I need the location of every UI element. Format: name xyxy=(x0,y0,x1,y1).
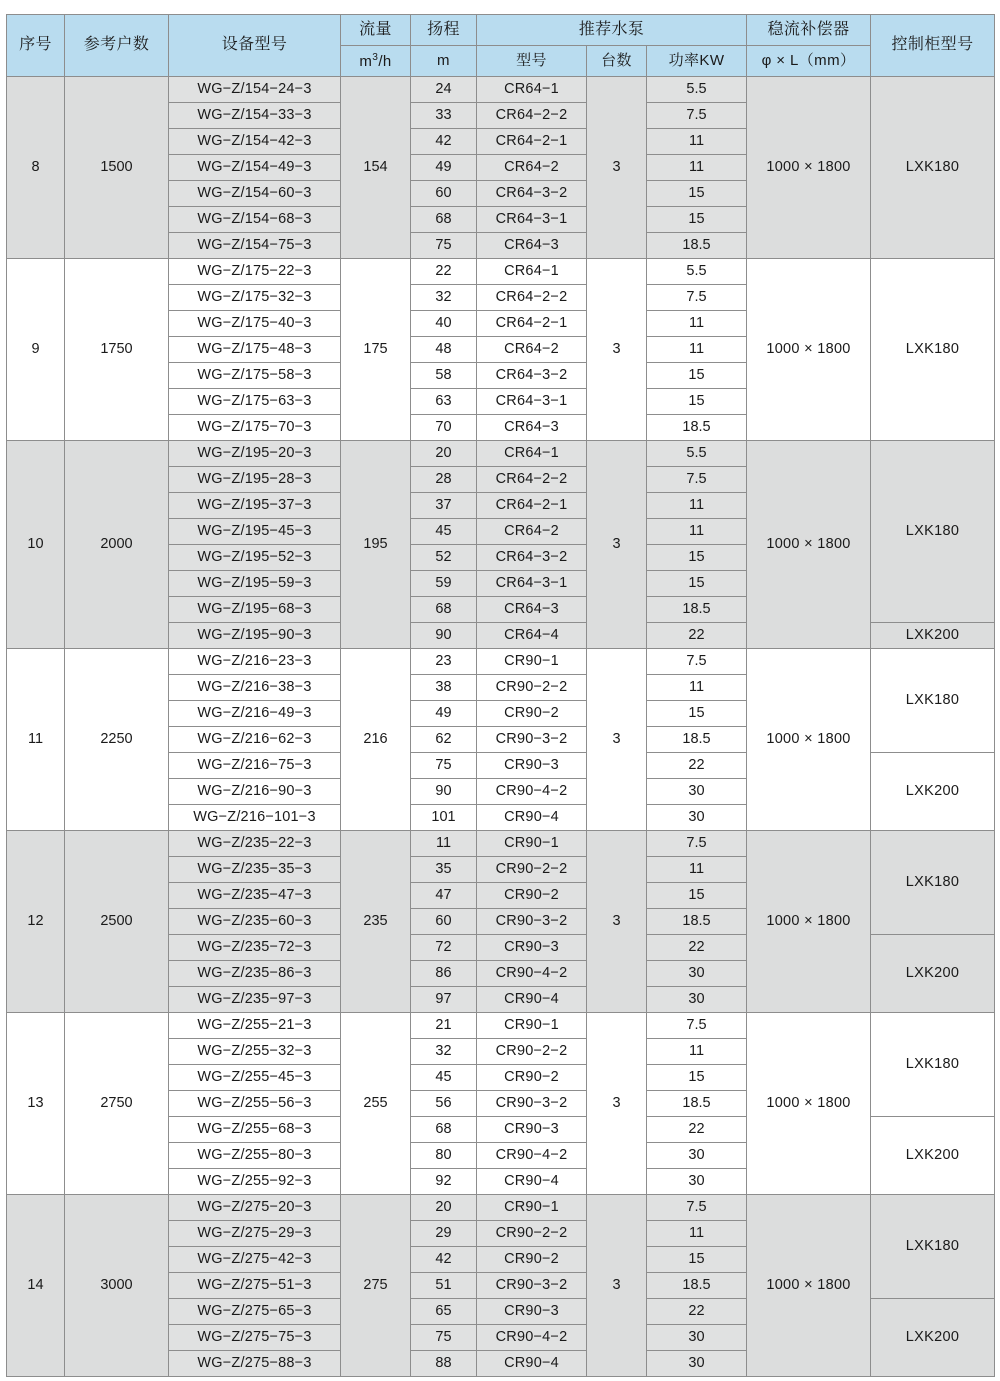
cell-head: 20 xyxy=(411,1195,477,1221)
cell-head: 52 xyxy=(411,545,477,571)
cell-head: 97 xyxy=(411,987,477,1013)
cell-equipment-model: WG−Z/255−68−3 xyxy=(169,1117,341,1143)
cell-pump-model: CR64−2−2 xyxy=(477,285,587,311)
cell-head: 29 xyxy=(411,1221,477,1247)
cell-pump-model: CR90−2 xyxy=(477,1065,587,1091)
cell-pump-model: CR90−3−2 xyxy=(477,1273,587,1299)
cell-pump-power: 18.5 xyxy=(647,909,747,935)
cell-equipment-model: WG−Z/235−35−3 xyxy=(169,857,341,883)
cell-no: 12 xyxy=(7,831,65,1013)
cell-equipment-model: WG−Z/195−90−3 xyxy=(169,623,341,649)
cell-pump-power: 11 xyxy=(647,311,747,337)
cell-head: 92 xyxy=(411,1169,477,1195)
cell-cabinet-model: LXK200 xyxy=(871,935,995,1013)
cell-head: 88 xyxy=(411,1351,477,1377)
cell-pump-power: 7.5 xyxy=(647,103,747,129)
cell-no: 14 xyxy=(7,1195,65,1377)
cell-no: 8 xyxy=(7,77,65,259)
cell-pump-power: 15 xyxy=(647,883,747,909)
cell-equipment-model: WG−Z/195−45−3 xyxy=(169,519,341,545)
cell-pump-power: 15 xyxy=(647,571,747,597)
table-row xyxy=(7,831,995,857)
cell-pump-model: CR64−3−2 xyxy=(477,545,587,571)
cell-head: 28 xyxy=(411,467,477,493)
cell-head: 63 xyxy=(411,389,477,415)
cell-equipment-model: WG−Z/154−60−3 xyxy=(169,181,341,207)
cell-flow: 154 xyxy=(341,77,411,259)
cell-pump-power: 11 xyxy=(647,493,747,519)
cell-flow: 216 xyxy=(341,649,411,831)
cell-pump-power: 18.5 xyxy=(647,597,747,623)
cell-pump-model: CR90−4 xyxy=(477,805,587,831)
cell-pump-power: 30 xyxy=(647,1325,747,1351)
cell-pump-power: 7.5 xyxy=(647,467,747,493)
cell-pump-qty: 3 xyxy=(587,441,647,649)
cell-pump-power: 18.5 xyxy=(647,727,747,753)
cell-pump-power: 15 xyxy=(647,207,747,233)
cell-equipment-model: WG−Z/275−75−3 xyxy=(169,1325,341,1351)
cell-pump-power: 11 xyxy=(647,1221,747,1247)
cell-pump-power: 11 xyxy=(647,129,747,155)
cell-compensator: 1000 × 1800 xyxy=(747,441,871,649)
cell-pump-model: CR64−3−1 xyxy=(477,571,587,597)
cell-equipment-model: WG−Z/275−29−3 xyxy=(169,1221,341,1247)
cell-pump-qty: 3 xyxy=(587,77,647,259)
header-row-primary xyxy=(7,15,995,46)
cell-pump-model: CR64−2−1 xyxy=(477,311,587,337)
cell-equipment-model: WG−Z/175−70−3 xyxy=(169,415,341,441)
cell-pump-power: 11 xyxy=(647,337,747,363)
cell-pump-model: CR64−1 xyxy=(477,259,587,285)
cell-cabinet-model: LXK200 xyxy=(871,1117,995,1195)
cell-head: 86 xyxy=(411,961,477,987)
cell-equipment-model: WG−Z/195−20−3 xyxy=(169,441,341,467)
cell-cabinet-model: LXK180 xyxy=(871,441,995,623)
cell-head: 23 xyxy=(411,649,477,675)
cell-equipment-model: WG−Z/255−56−3 xyxy=(169,1091,341,1117)
cell-head: 70 xyxy=(411,415,477,441)
table-row xyxy=(7,77,995,103)
cell-head: 38 xyxy=(411,675,477,701)
cell-households: 2750 xyxy=(65,1013,169,1195)
cell-flow: 195 xyxy=(341,441,411,649)
cell-pump-model: CR90−3 xyxy=(477,1117,587,1143)
cell-cabinet-model: LXK200 xyxy=(871,1299,995,1377)
cell-pump-model: CR90−2−2 xyxy=(477,857,587,883)
cell-pump-model: CR90−3−2 xyxy=(477,727,587,753)
cell-pump-power: 15 xyxy=(647,389,747,415)
cell-pump-power: 30 xyxy=(647,1351,747,1377)
cell-pump-model: CR90−4−2 xyxy=(477,1143,587,1169)
cell-head: 45 xyxy=(411,519,477,545)
cell-pump-power: 22 xyxy=(647,623,747,649)
cell-equipment-model: WG−Z/195−52−3 xyxy=(169,545,341,571)
cell-pump-power: 15 xyxy=(647,1247,747,1273)
cell-pump-power: 15 xyxy=(647,701,747,727)
cell-head: 65 xyxy=(411,1299,477,1325)
cell-equipment-model: WG−Z/275−20−3 xyxy=(169,1195,341,1221)
cell-equipment-model: WG−Z/195−28−3 xyxy=(169,467,341,493)
cell-compensator: 1000 × 1800 xyxy=(747,1013,871,1195)
cell-pump-model: CR64−3−2 xyxy=(477,181,587,207)
cell-equipment-model: WG−Z/255−45−3 xyxy=(169,1065,341,1091)
table-row xyxy=(7,1195,995,1221)
cell-equipment-model: WG−Z/175−32−3 xyxy=(169,285,341,311)
cell-head: 49 xyxy=(411,701,477,727)
cell-no: 10 xyxy=(7,441,65,649)
cell-head: 60 xyxy=(411,909,477,935)
cell-pump-model: CR64−2 xyxy=(477,155,587,181)
cell-households: 1750 xyxy=(65,259,169,441)
cell-equipment-model: WG−Z/175−58−3 xyxy=(169,363,341,389)
cell-pump-qty: 3 xyxy=(587,831,647,1013)
cell-pump-power: 7.5 xyxy=(647,649,747,675)
cell-pump-power: 18.5 xyxy=(647,1273,747,1299)
cell-head: 20 xyxy=(411,441,477,467)
cell-equipment-model: WG−Z/255−92−3 xyxy=(169,1169,341,1195)
cell-pump-power: 30 xyxy=(647,805,747,831)
cell-head: 75 xyxy=(411,233,477,259)
cell-pump-model: CR90−2−2 xyxy=(477,1039,587,1065)
cell-pump-power: 11 xyxy=(647,857,747,883)
cell-head: 90 xyxy=(411,623,477,649)
cell-head: 21 xyxy=(411,1013,477,1039)
cell-head: 32 xyxy=(411,1039,477,1065)
column-header-pump-qty: 台数 xyxy=(587,46,647,77)
cell-pump-power: 18.5 xyxy=(647,1091,747,1117)
cell-equipment-model: WG−Z/216−90−3 xyxy=(169,779,341,805)
cell-households: 2500 xyxy=(65,831,169,1013)
cell-pump-model: CR64−2 xyxy=(477,519,587,545)
cell-head: 35 xyxy=(411,857,477,883)
column-header-pump-model: 型号 xyxy=(477,46,587,77)
cell-pump-qty: 3 xyxy=(587,649,647,831)
column-header-compensator-unit: φ × L（mm） xyxy=(747,46,871,77)
cell-cabinet-model: LXK200 xyxy=(871,623,995,649)
cell-households: 1500 xyxy=(65,77,169,259)
cell-equipment-model: WG−Z/255−32−3 xyxy=(169,1039,341,1065)
cell-pump-model: CR64−2−2 xyxy=(477,103,587,129)
cell-pump-model: CR90−1 xyxy=(477,649,587,675)
cell-equipment-model: WG−Z/216−101−3 xyxy=(169,805,341,831)
cell-pump-power: 18.5 xyxy=(647,233,747,259)
cell-equipment-model: WG−Z/235−97−3 xyxy=(169,987,341,1013)
cell-pump-power: 11 xyxy=(647,519,747,545)
cell-pump-qty: 3 xyxy=(587,1195,647,1377)
cell-pump-power: 22 xyxy=(647,1299,747,1325)
cell-pump-power: 11 xyxy=(647,675,747,701)
column-header-no: 序号 xyxy=(7,15,65,77)
cell-equipment-model: WG−Z/154−68−3 xyxy=(169,207,341,233)
cell-compensator: 1000 × 1800 xyxy=(747,77,871,259)
cell-pump-model: CR64−1 xyxy=(477,441,587,467)
cell-head: 60 xyxy=(411,181,477,207)
cell-cabinet-model: LXK180 xyxy=(871,1013,995,1117)
cell-flow: 235 xyxy=(341,831,411,1013)
cell-pump-power: 5.5 xyxy=(647,259,747,285)
cell-pump-model: CR90−2 xyxy=(477,883,587,909)
cell-compensator: 1000 × 1800 xyxy=(747,1195,871,1377)
cell-pump-power: 15 xyxy=(647,181,747,207)
cell-equipment-model: WG−Z/216−49−3 xyxy=(169,701,341,727)
cell-cabinet-model: LXK180 xyxy=(871,259,995,441)
cell-pump-qty: 3 xyxy=(587,259,647,441)
cell-pump-model: CR90−4 xyxy=(477,1169,587,1195)
table-group xyxy=(7,441,995,649)
cell-cabinet-model: LXK180 xyxy=(871,1195,995,1299)
cell-pump-power: 11 xyxy=(647,155,747,181)
cell-pump-power: 18.5 xyxy=(647,415,747,441)
cell-pump-model: CR90−2 xyxy=(477,1247,587,1273)
cell-pump-power: 7.5 xyxy=(647,285,747,311)
cell-pump-model: CR64−3 xyxy=(477,597,587,623)
cell-equipment-model: WG−Z/235−47−3 xyxy=(169,883,341,909)
cell-pump-model: CR90−3 xyxy=(477,1299,587,1325)
cell-equipment-model: WG−Z/216−62−3 xyxy=(169,727,341,753)
cell-pump-power: 7.5 xyxy=(647,1195,747,1221)
cell-pump-power: 7.5 xyxy=(647,1013,747,1039)
cell-equipment-model: WG−Z/216−75−3 xyxy=(169,753,341,779)
column-header-equipment-model: 设备型号 xyxy=(169,15,341,77)
cell-cabinet-model: LXK200 xyxy=(871,753,995,831)
table-row xyxy=(7,1013,995,1039)
column-header-head-unit: m xyxy=(411,46,477,77)
cell-pump-power: 15 xyxy=(647,545,747,571)
cell-head: 68 xyxy=(411,207,477,233)
cell-equipment-model: WG−Z/195−59−3 xyxy=(169,571,341,597)
table-group xyxy=(7,831,995,1013)
table-row xyxy=(7,649,995,675)
cell-pump-model: CR90−2 xyxy=(477,701,587,727)
cell-equipment-model: WG−Z/235−22−3 xyxy=(169,831,341,857)
column-header-flow-unit: $m^3/h$ xyxy=(341,46,411,77)
cell-pump-power: 7.5 xyxy=(647,831,747,857)
cell-equipment-model: WG−Z/175−63−3 xyxy=(169,389,341,415)
table-group xyxy=(7,77,995,259)
cell-pump-power: 15 xyxy=(647,1065,747,1091)
cell-pump-model: CR64−2 xyxy=(477,337,587,363)
cell-equipment-model: WG−Z/255−80−3 xyxy=(169,1143,341,1169)
cell-head: 45 xyxy=(411,1065,477,1091)
cell-head: 75 xyxy=(411,1325,477,1351)
cell-head: 11 xyxy=(411,831,477,857)
cell-compensator: 1000 × 1800 xyxy=(747,649,871,831)
cell-head: 33 xyxy=(411,103,477,129)
cell-pump-power: 5.5 xyxy=(647,441,747,467)
cell-equipment-model: WG−Z/195−68−3 xyxy=(169,597,341,623)
cell-pump-qty: 3 xyxy=(587,1013,647,1195)
cell-pump-model: CR90−4−2 xyxy=(477,961,587,987)
cell-head: 58 xyxy=(411,363,477,389)
cell-head: 40 xyxy=(411,311,477,337)
cell-flow: 255 xyxy=(341,1013,411,1195)
cell-equipment-model: WG−Z/275−51−3 xyxy=(169,1273,341,1299)
cell-equipment-model: WG−Z/175−22−3 xyxy=(169,259,341,285)
cell-pump-power: 30 xyxy=(647,1143,747,1169)
cell-cabinet-model: LXK180 xyxy=(871,831,995,935)
cell-pump-power: 30 xyxy=(647,987,747,1013)
cell-equipment-model: WG−Z/235−72−3 xyxy=(169,935,341,961)
cell-head: 101 xyxy=(411,805,477,831)
cell-head: 42 xyxy=(411,129,477,155)
cell-no: 11 xyxy=(7,649,65,831)
table-group xyxy=(7,649,995,831)
cell-head: 37 xyxy=(411,493,477,519)
cell-flow: 175 xyxy=(341,259,411,441)
cell-pump-model: CR90−1 xyxy=(477,1195,587,1221)
cell-pump-model: CR90−4−2 xyxy=(477,1325,587,1351)
cell-equipment-model: WG−Z/275−88−3 xyxy=(169,1351,341,1377)
cell-pump-power: 11 xyxy=(647,1039,747,1065)
cell-equipment-model: WG−Z/275−42−3 xyxy=(169,1247,341,1273)
cell-pump-model: CR64−1 xyxy=(477,77,587,103)
cell-equipment-model: WG−Z/235−60−3 xyxy=(169,909,341,935)
cell-equipment-model: WG−Z/195−37−3 xyxy=(169,493,341,519)
cell-pump-model: CR64−3−2 xyxy=(477,363,587,389)
cell-pump-model: CR64−3 xyxy=(477,233,587,259)
cell-compensator: 1000 × 1800 xyxy=(747,831,871,1013)
cell-head: 59 xyxy=(411,571,477,597)
cell-pump-model: CR64−4 xyxy=(477,623,587,649)
cell-head: 68 xyxy=(411,1117,477,1143)
cell-pump-power: 30 xyxy=(647,961,747,987)
cell-head: 62 xyxy=(411,727,477,753)
cell-cabinet-model: LXK180 xyxy=(871,649,995,753)
cell-equipment-model: WG−Z/154−75−3 xyxy=(169,233,341,259)
column-header-households: 参考户数 xyxy=(65,15,169,77)
column-header-recommended-pump: 推荐水泵 xyxy=(477,15,747,46)
column-header-cabinet-model: 控制柜型号 xyxy=(871,15,995,77)
cell-compensator: 1000 × 1800 xyxy=(747,259,871,441)
cell-pump-model: CR64−2−1 xyxy=(477,129,587,155)
cell-pump-power: 22 xyxy=(647,753,747,779)
cell-head: 80 xyxy=(411,1143,477,1169)
cell-pump-power: 22 xyxy=(647,1117,747,1143)
cell-head: 72 xyxy=(411,935,477,961)
cell-households: 2000 xyxy=(65,441,169,649)
cell-pump-model: CR90−1 xyxy=(477,831,587,857)
cell-equipment-model: WG−Z/216−38−3 xyxy=(169,675,341,701)
cell-households: 2250 xyxy=(65,649,169,831)
cell-pump-model: CR90−4 xyxy=(477,987,587,1013)
cell-pump-model: CR90−4 xyxy=(477,1351,587,1377)
column-header-compensator: 稳流补偿器 xyxy=(747,15,871,46)
table-group xyxy=(7,1195,995,1377)
cell-head: 47 xyxy=(411,883,477,909)
cell-households: 3000 xyxy=(65,1195,169,1377)
cell-equipment-model: WG−Z/275−65−3 xyxy=(169,1299,341,1325)
cell-head: 48 xyxy=(411,337,477,363)
cell-head: 22 xyxy=(411,259,477,285)
cell-cabinet-model: LXK180 xyxy=(871,77,995,259)
cell-equipment-model: WG−Z/154−42−3 xyxy=(169,129,341,155)
cell-flow: 275 xyxy=(341,1195,411,1377)
cell-pump-power: 30 xyxy=(647,1169,747,1195)
cell-pump-model: CR64−2−2 xyxy=(477,467,587,493)
cell-equipment-model: WG−Z/235−86−3 xyxy=(169,961,341,987)
table-header xyxy=(7,15,995,77)
cell-pump-model: CR64−3 xyxy=(477,415,587,441)
cell-head: 42 xyxy=(411,1247,477,1273)
cell-pump-model: CR64−3−1 xyxy=(477,389,587,415)
cell-no: 13 xyxy=(7,1013,65,1195)
cell-pump-power: 5.5 xyxy=(647,77,747,103)
cell-head: 68 xyxy=(411,597,477,623)
cell-equipment-model: WG−Z/175−48−3 xyxy=(169,337,341,363)
cell-no: 9 xyxy=(7,259,65,441)
pump-specification-table xyxy=(6,14,995,1377)
cell-head: 75 xyxy=(411,753,477,779)
cell-head: 32 xyxy=(411,285,477,311)
cell-equipment-model: WG−Z/216−23−3 xyxy=(169,649,341,675)
cell-equipment-model: WG−Z/175−40−3 xyxy=(169,311,341,337)
cell-pump-model: CR90−4−2 xyxy=(477,779,587,805)
cell-pump-model: CR90−1 xyxy=(477,1013,587,1039)
cell-equipment-model: WG−Z/255−21−3 xyxy=(169,1013,341,1039)
cell-head: 24 xyxy=(411,77,477,103)
column-header-flow: 流量 xyxy=(341,15,411,46)
cell-pump-model: CR90−3 xyxy=(477,935,587,961)
cell-pump-model: CR90−2−2 xyxy=(477,1221,587,1247)
cell-pump-model: CR90−3 xyxy=(477,753,587,779)
cell-pump-model: CR90−3−2 xyxy=(477,909,587,935)
cell-head: 90 xyxy=(411,779,477,805)
cell-pump-model: CR64−2−1 xyxy=(477,493,587,519)
cell-pump-power: 30 xyxy=(647,779,747,805)
table-row xyxy=(7,441,995,467)
column-header-pump-power: 功率KW xyxy=(647,46,747,77)
cell-equipment-model: WG−Z/154−33−3 xyxy=(169,103,341,129)
column-header-head: 扬程 xyxy=(411,15,477,46)
cell-pump-model: CR64−3−1 xyxy=(477,207,587,233)
cell-pump-model: CR90−3−2 xyxy=(477,1091,587,1117)
cell-equipment-model: WG−Z/154−49−3 xyxy=(169,155,341,181)
cell-head: 51 xyxy=(411,1273,477,1299)
table-group xyxy=(7,1013,995,1195)
cell-head: 49 xyxy=(411,155,477,181)
cell-pump-model: CR90−2−2 xyxy=(477,675,587,701)
cell-head: 56 xyxy=(411,1091,477,1117)
table-row xyxy=(7,259,995,285)
cell-equipment-model: WG−Z/154−24−3 xyxy=(169,77,341,103)
cell-pump-power: 15 xyxy=(647,363,747,389)
cell-pump-power: 22 xyxy=(647,935,747,961)
table-group xyxy=(7,259,995,441)
